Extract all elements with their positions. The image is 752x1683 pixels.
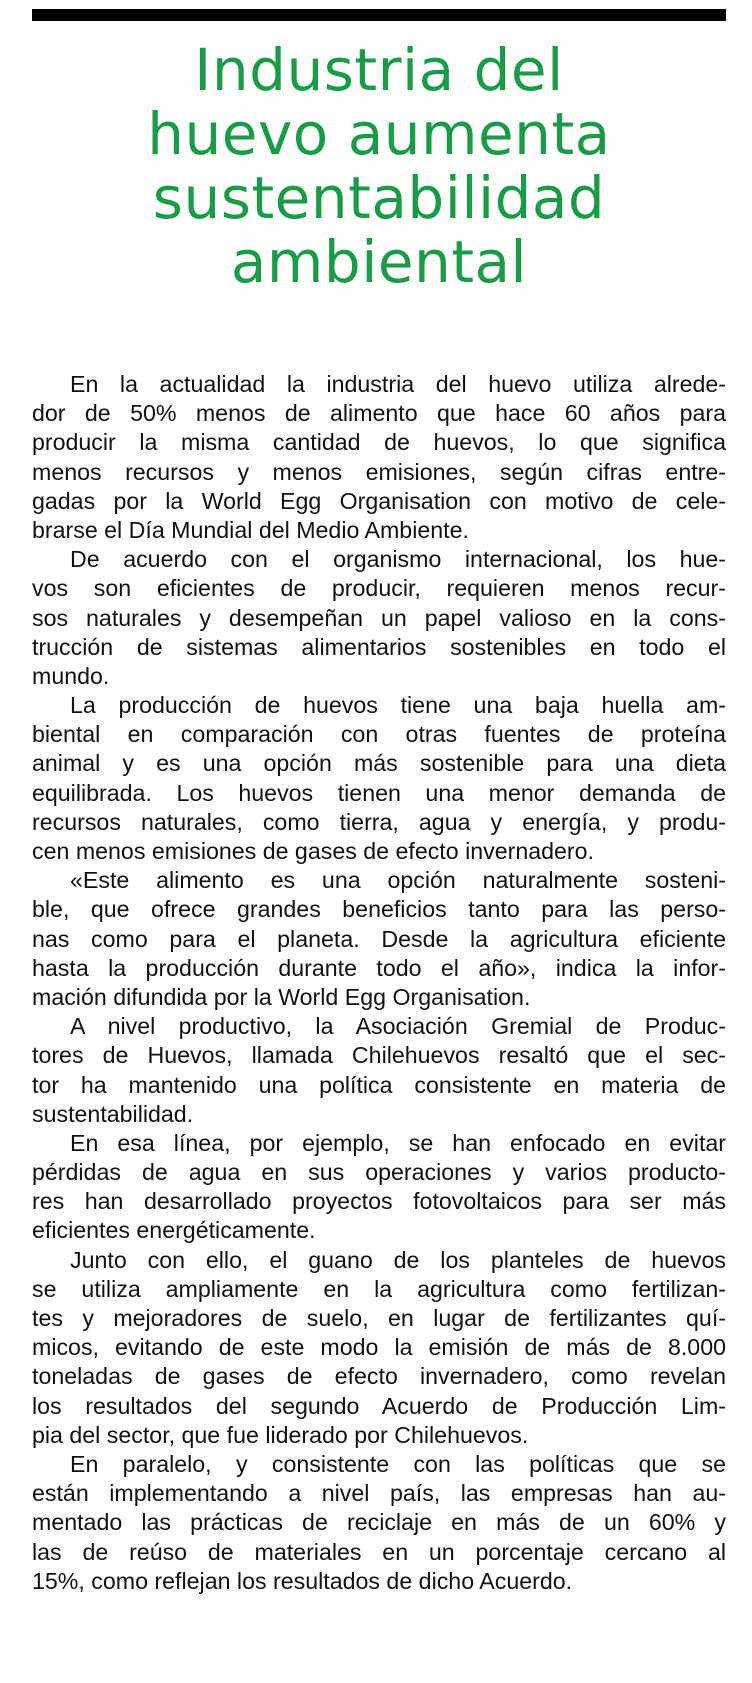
article-body (32, 370, 726, 1596)
headline-line: ambiental (230, 228, 528, 296)
paragraph-line: En paralelo, y consistente con las políticas que se (70, 1450, 726, 1477)
paragraph-line: ble, que ofrece grandes beneficios tanto para las perso- (32, 896, 726, 923)
paragraph-line: sustentabilidad. (32, 1100, 194, 1127)
paragraph-line: gadas por la World Egg Organisation con motivo de cele- (32, 487, 726, 514)
paragraph-line: hasta la producción durante todo el año», indica la infor- (32, 954, 726, 981)
paragraph-line: cen menos emisiones de gases de efecto invernadero. (32, 838, 594, 864)
paragraph-line: tor ha mantenido una política consistente en materia de (32, 1071, 726, 1098)
paragraph-line: pérdidas de agua en sus operaciones y varios producto- (32, 1159, 726, 1186)
article-paragraph (32, 1450, 726, 1596)
headline-line: sustentabilidad (152, 164, 606, 232)
article-paragraph (32, 370, 726, 545)
paragraph-line: producir la misma cantidad de huevos, lo que significa (32, 429, 726, 456)
paragraph-line: se utiliza ampliamente en la agricultura como fertilizan- (32, 1275, 726, 1302)
article-paragraph (32, 866, 726, 1012)
article-paragraph (32, 1012, 726, 1129)
paragraph-line: las de reúso de materiales en un porcentaje cercano al (32, 1538, 726, 1565)
paragraph-line: La producción de huevos tiene una baja huella am- (70, 692, 726, 719)
paragraph-line: los resultados del segundo Acuerdo de Producción Lim- (32, 1392, 726, 1419)
article-paragraph (32, 1246, 726, 1450)
paragraph-line: toneladas de gases de efecto invernadero, como revelan (32, 1363, 726, 1390)
paragraph-line: recursos naturales, como tierra, agua y energía, y produ- (32, 808, 726, 835)
paragraph-line: 15%, como reflejan los resultados de dicho Acuerdo. (32, 1567, 573, 1594)
headline-line: Industria del (194, 36, 564, 104)
paragraph-line: mación difundida por la World Egg Organisation. (32, 983, 531, 1010)
paragraph-line: De acuerdo con el organismo internacional, los hue- (70, 546, 726, 573)
paragraph-line: En la actualidad la industria del huevo utiliza alrede- (70, 371, 726, 397)
article-paragraph (32, 545, 726, 691)
article-headline (32, 38, 726, 294)
paragraph-line: animal y es una opción más sostenible para una dieta (32, 750, 726, 777)
paragraph-line: trucción de sistemas alimentarios sostenibles en todo el (32, 633, 726, 660)
article-paragraph (32, 1129, 726, 1246)
paragraph-line: tes y mejoradores de suelo, en lugar de fertilizantes quí- (32, 1305, 726, 1331)
paragraph-line: En esa línea, por ejemplo, se han enfocado en evitar (70, 1129, 726, 1156)
top-rule (32, 9, 726, 21)
paragraph-line: pia del sector, que fue liderado por Chilehuevos. (32, 1421, 529, 1448)
paragraph-line: están implementando a nivel país, las empresas han au- (32, 1480, 726, 1507)
paragraph-line: eficientes energéticamente. (32, 1217, 316, 1244)
paragraph-line: micos, evitando de este modo la emisión de más de 8.000 (32, 1334, 726, 1361)
paragraph-line: menos recursos y menos emisiones, según cifras entre- (32, 458, 726, 485)
paragraph-line: nas como para el planeta. Desde la agricultura eficiente (32, 925, 726, 952)
paragraph-line: tores de Huevos, llamada Chilehuevos resaltó que el sec- (32, 1042, 726, 1069)
paragraph-line: brarse el Día Mundial del Medio Ambiente. (32, 516, 469, 543)
paragraph-line: vos son eficientes de producir, requieren menos recur- (32, 575, 726, 602)
paragraph-line: res han desarrollado proyectos fotovoltaicos para ser más (32, 1188, 726, 1215)
paragraph-line: equilibrada. Los huevos tienen una menor demanda de (32, 779, 726, 806)
paragraph-line: Junto con ello, el guano de los planteles de huevos (70, 1246, 726, 1273)
headline-line: huevo aumenta (147, 100, 611, 168)
paragraph-line: dor de 50% menos de alimento que hace 60 años para (32, 400, 726, 427)
paragraph-line: mundo. (32, 662, 110, 689)
paragraph-line: biental en comparación con otras fuentes de proteína (32, 721, 726, 748)
paragraph-line: sos naturales y desempeñan un papel valioso en la cons- (32, 604, 726, 631)
paragraph-line: «Este alimento es una opción naturalmente sosteni- (70, 867, 726, 894)
paragraph-line: mentado las prácticas de reciclaje en más de un 60% y (32, 1509, 726, 1536)
paragraph-line: A nivel productivo, la Asociación Gremial de Produc- (70, 1013, 726, 1040)
article-paragraph (32, 691, 726, 866)
